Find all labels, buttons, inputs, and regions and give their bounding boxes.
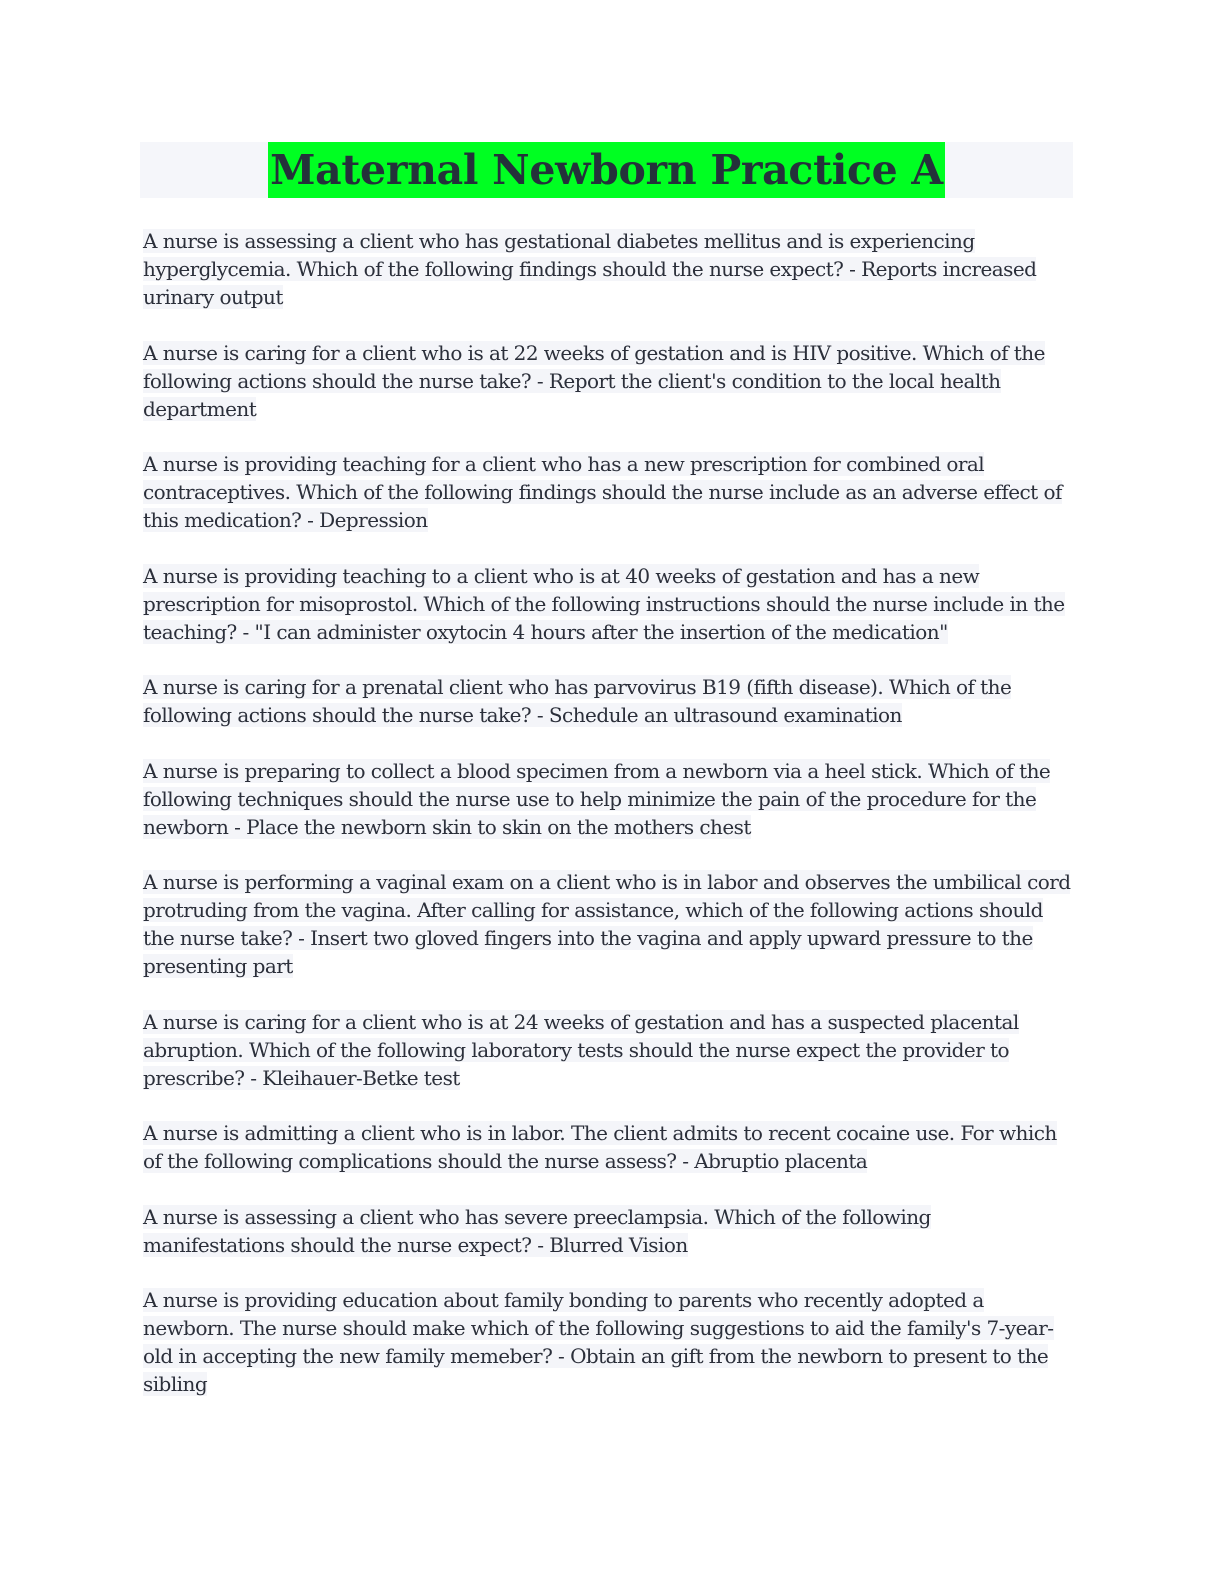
question-item — [143, 1286, 1073, 1398]
document-title: Maternal Newborn Practice A — [268, 142, 945, 198]
question-text: A nurse is admitting a client who is in labor. The client admits to recent cocaine use. For which of the following complications should the nurse assess? - Abruptio placenta — [143, 1121, 1057, 1173]
question-text: A nurse is providing teaching to a client who is at 40 weeks of gestation and has a new prescription for misoprostol. Which of the following instructions should the nurse include in the teaching? - "I can administer oxytocin 4 hours after the insertion of the medication" — [143, 563, 1065, 644]
question-text: A nurse is preparing to collect a blood specimen from a newborn via a heel stick. Which of the following techniques should the nurse use to help minimize the pain of the procedure for the newborn - Place the newborn skin to skin on the mothers chest — [143, 758, 1051, 839]
question-text: A nurse is providing education about family bonding to parents who recently adopted a newborn. The nurse should make which of the following suggestions to aid the family's 7-year-old in accepting the new family memeber? - Obtain an gift from the newborn to present to the sibling — [143, 1288, 1054, 1396]
question-item — [143, 450, 1073, 534]
question-list — [143, 227, 1073, 1426]
question-text: A nurse is caring for a client who is at 22 weeks of gestation and is HIV positive. Which of the following actions should the nurse take? - Report the client's condition to the local health department — [143, 340, 1045, 421]
question-text: A nurse is performing a vaginal exam on a client who is in labor and observes the umbilical cord protruding from the vagina. After calling for assistance, which of the following actions should the nurse take? - Insert two gloved fingers into the vagina and apply upward pressure to the presenting part — [143, 870, 1071, 978]
question-text: A nurse is caring for a client who is at 24 weeks of gestation and has a suspected placental abruption. Which of the following laboratory tests should the nurse expect the provider to prescribe? - Kleihauer-Betke test — [143, 1009, 1019, 1090]
question-item — [143, 868, 1073, 980]
question-item — [143, 227, 1073, 311]
question-text: A nurse is caring for a prenatal client who has parvovirus B19 (fifth disease). Which of the following actions should the nurse take? - Schedule an ultrasound examination — [143, 675, 1012, 727]
question-item — [143, 339, 1073, 423]
question-item — [143, 673, 1073, 729]
question-item — [143, 1008, 1073, 1092]
question-item — [143, 562, 1073, 646]
question-item — [143, 1203, 1073, 1259]
question-item — [143, 757, 1073, 841]
question-text: A nurse is assessing a client who has severe preeclampsia. Which of the following manifestations should the nurse expect? - Blurred Vision — [143, 1204, 931, 1257]
question-text: A nurse is providing teaching for a client who has a new prescription for combined oral contraceptives. Which of the following findings should the nurse include as an adverse effect of this medication? - Depression — [143, 452, 1062, 532]
question-text: A nurse is assessing a client who has gestational diabetes mellitus and is experiencing hyperglycemia. Which of the following findings should the nurse expect? - Reports increased urinary output — [143, 229, 1037, 309]
title-band — [140, 142, 1073, 198]
question-item — [143, 1119, 1073, 1175]
